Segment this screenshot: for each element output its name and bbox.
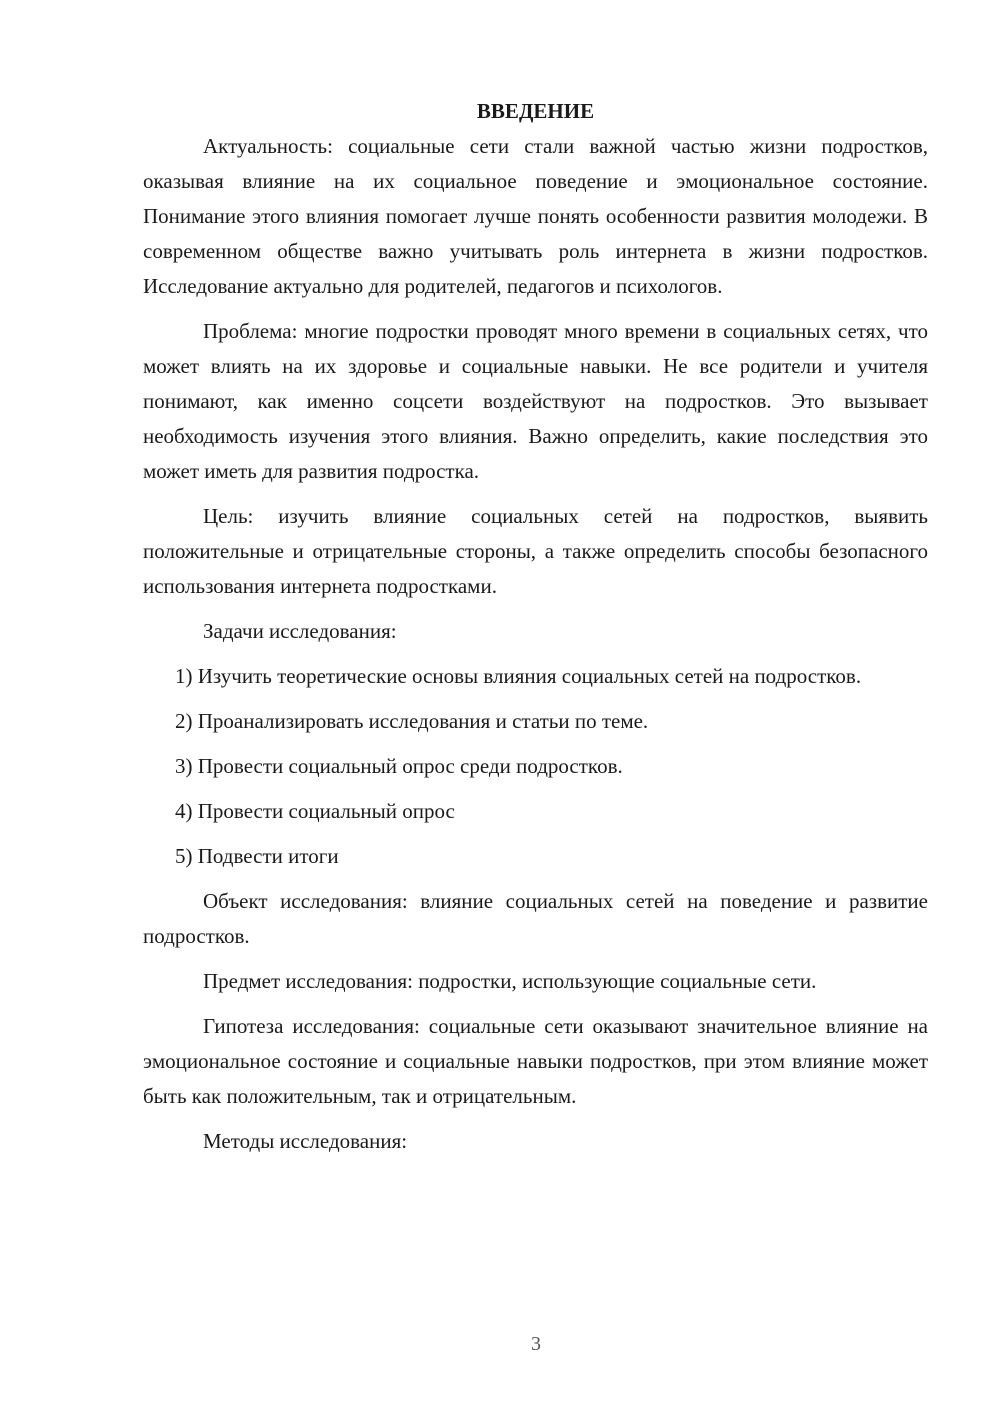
paragraph-subject: Предмет исследования: подростки, использующие социальные сети. — [203, 969, 817, 993]
paragraph-hypothesis: Гипотеза исследования: социальные сети оказывают значительное влияние на эмоциональное состояние и социальные навыки подростков, при этом влияние может быть как положительным, так и отрицательным. — [143, 1014, 928, 1108]
paragraph-goal: Цель: изучить влияние социальных сетей на подростков, выявить положительные и отрицательные стороны, а также определить способы безопасного использования интернета подростками. — [143, 504, 928, 598]
paragraph-relevance: Актуальность: социальные сети стали важной частью жизни подростков, оказывая влияние на их социальное поведение и эмоциональное состояние. Понимание этого влияния помогает лучше понять особенности развития молодежи. В современном обществе важно учитывать роль интернета в жизни подростков. Исследование актуально для родителей, педагогов и психологов. — [143, 134, 928, 298]
tasks-heading: Задачи исследования: — [203, 619, 397, 643]
paragraph-object: Объект исследования: влияние социальных сетей на поведение и развитие подростков. — [143, 889, 928, 948]
task-item-3: 3) Провести социальный опрос среди подростков. — [175, 754, 623, 778]
page-number: 3 — [531, 1333, 541, 1355]
page-title: ВВЕДЕНИЕ — [476, 99, 595, 123]
task-item-2: 2) Проанализировать исследования и статьи по теме. — [175, 709, 649, 733]
task-item-1: 1) Изучить теоретические основы влияния социальных сетей на подростков. — [175, 664, 862, 688]
document-body — [143, 94, 928, 1169]
task-item-5: 5) Подвести итоги — [175, 844, 339, 868]
methods-heading: Методы исследования: — [203, 1129, 408, 1153]
task-item-4: 4) Провести социальный опрос — [175, 799, 455, 823]
paragraph-problem: Проблема: многие подростки проводят много времени в социальных сетях, что может влиять на их здоровье и социальные навыки. Не все родители и учителя понимают, как именно соцсети воздействуют на подростков. Это вызывает необходимость изучения этого влияния. Важно определить, какие последствия это может иметь для развития подростка. — [143, 319, 928, 483]
